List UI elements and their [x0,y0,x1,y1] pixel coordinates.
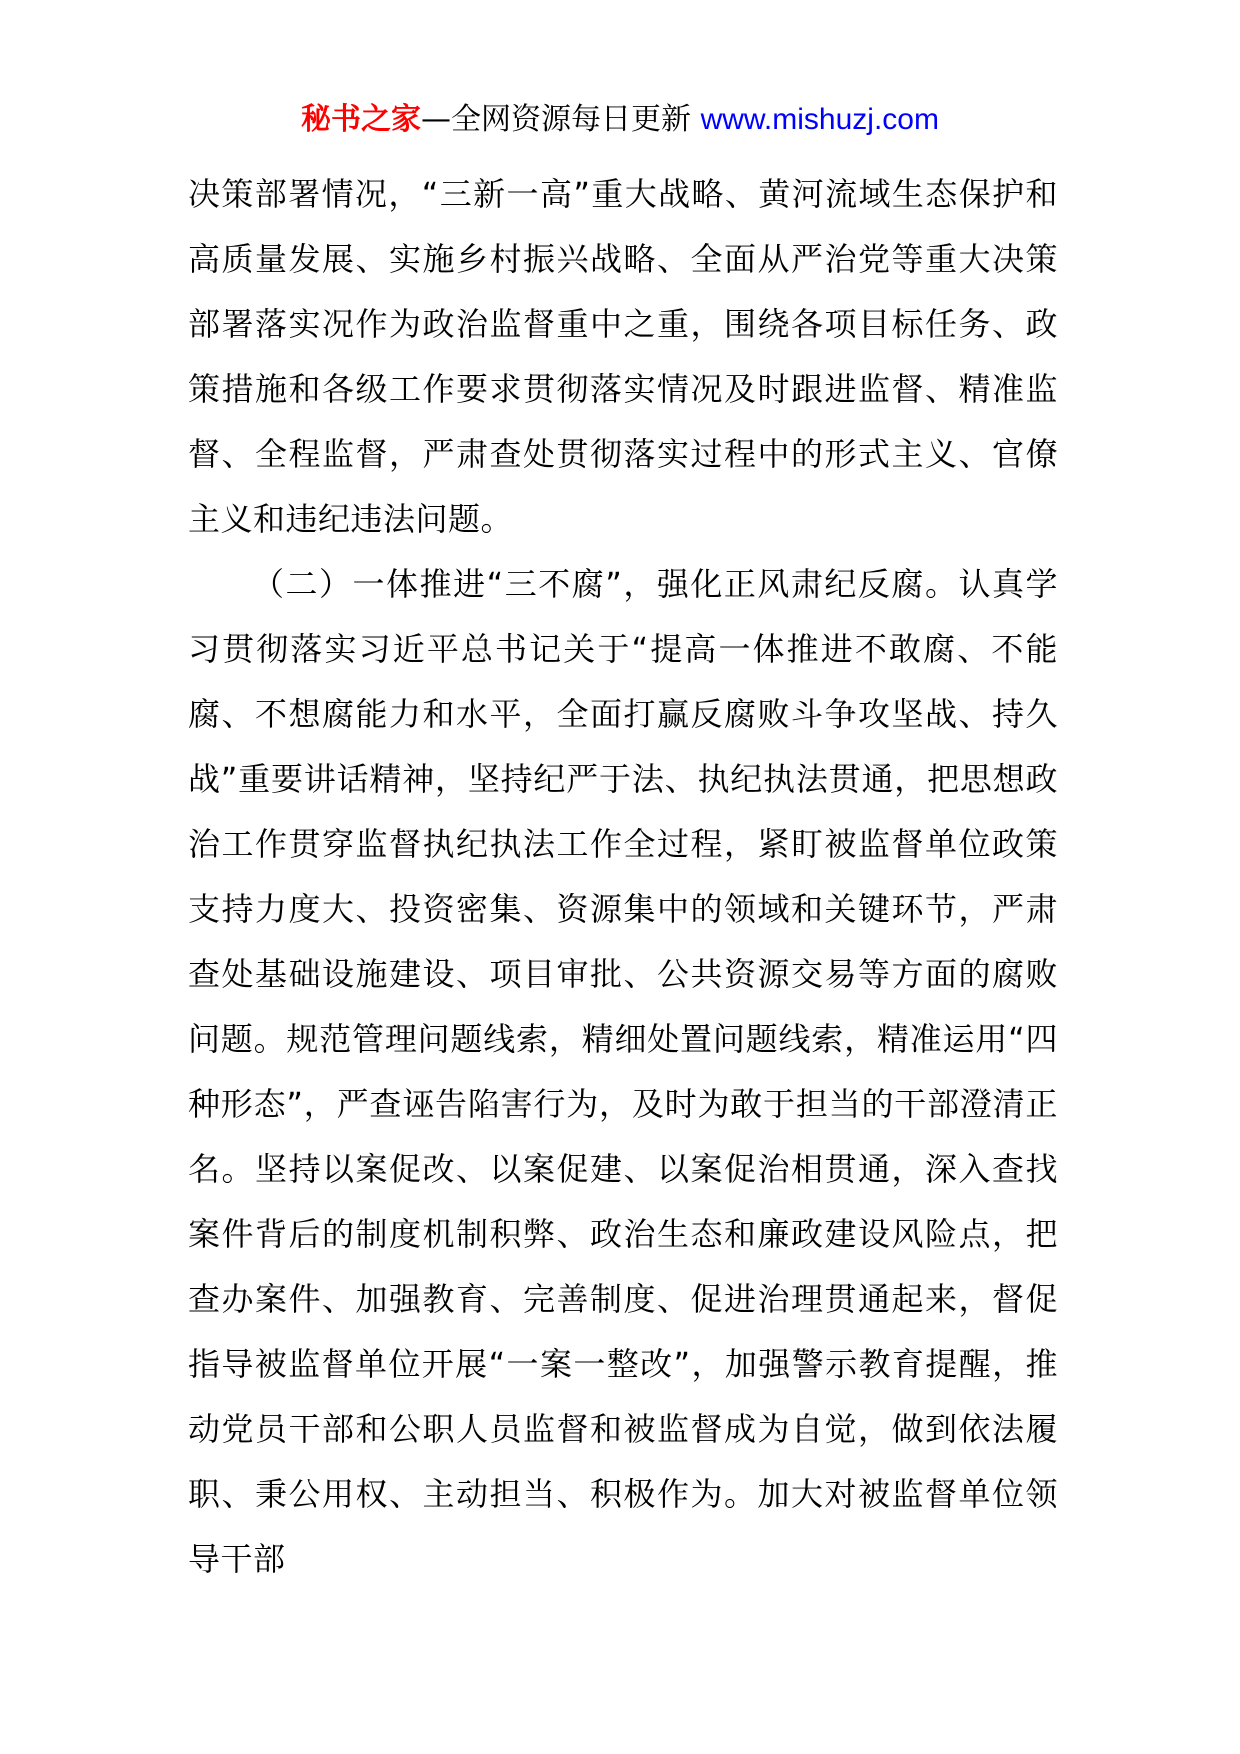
brand-name: 秘书之家 [301,102,422,137]
header-tagline: —全网资源每日更新 [421,102,692,137]
website-link[interactable]: www.mishuzj.com [700,103,939,136]
document-body [188,162,1058,1592]
paragraph-section-two: （二）一体推进“三不腐”，强化正风肃纪反腐。认真学习贯彻落实习近平总书记关于“提高一体推进不敢腐、不能腐、不想腐能力和水平，全面打赢反腐败斗争攻坚战、持久战”重要讲话精神，坚持纪严于法、执纪执法贯通，把思想政治工作贯穿监督执纪执法工作全过程，紧盯被监督单位政策支持力度大、投资密集、资源集中的领域和关键环节，严肃查处基础设施建设、项目审批、公共资源交易等方面的腐败问题。规范管理问题线索，精细处置问题线索，精准运用“四种形态”，严查诬告陷害行为，及时为敢于担当的干部澄清正名。坚持以案促改、以案促建、以案促治相贯通，深入查找案件背后的制度机制积弊、政治生态和廉政建设风险点，把查办案件、加强教育、完善制度、促进治理贯通起来，督促指导被监督单位开展“一案一整改”，加强警示教育提醒，推动党员干部和公职人员监督和被监督成为自觉，做到依法履职、秉公用权、主动担当、积极作为。加大对被监督单位领导干部 [188,565,1058,1578]
page-header [0,100,1240,140]
paragraph-continued: 决策部署情况，“三新一高”重大战略、黄河流域生态保护和高质量发展、实施乡村振兴战略、全面从严治党等重大决策部署落实况作为政治监督重中之重，围绕各项目标任务、政策措施和各级工作要求贯彻落实情况及时跟进监督、精准监督、全程监督，严肃查处贯彻落实过程中的形式主义、官僚主义和违纪违法问题。 [188,175,1058,538]
